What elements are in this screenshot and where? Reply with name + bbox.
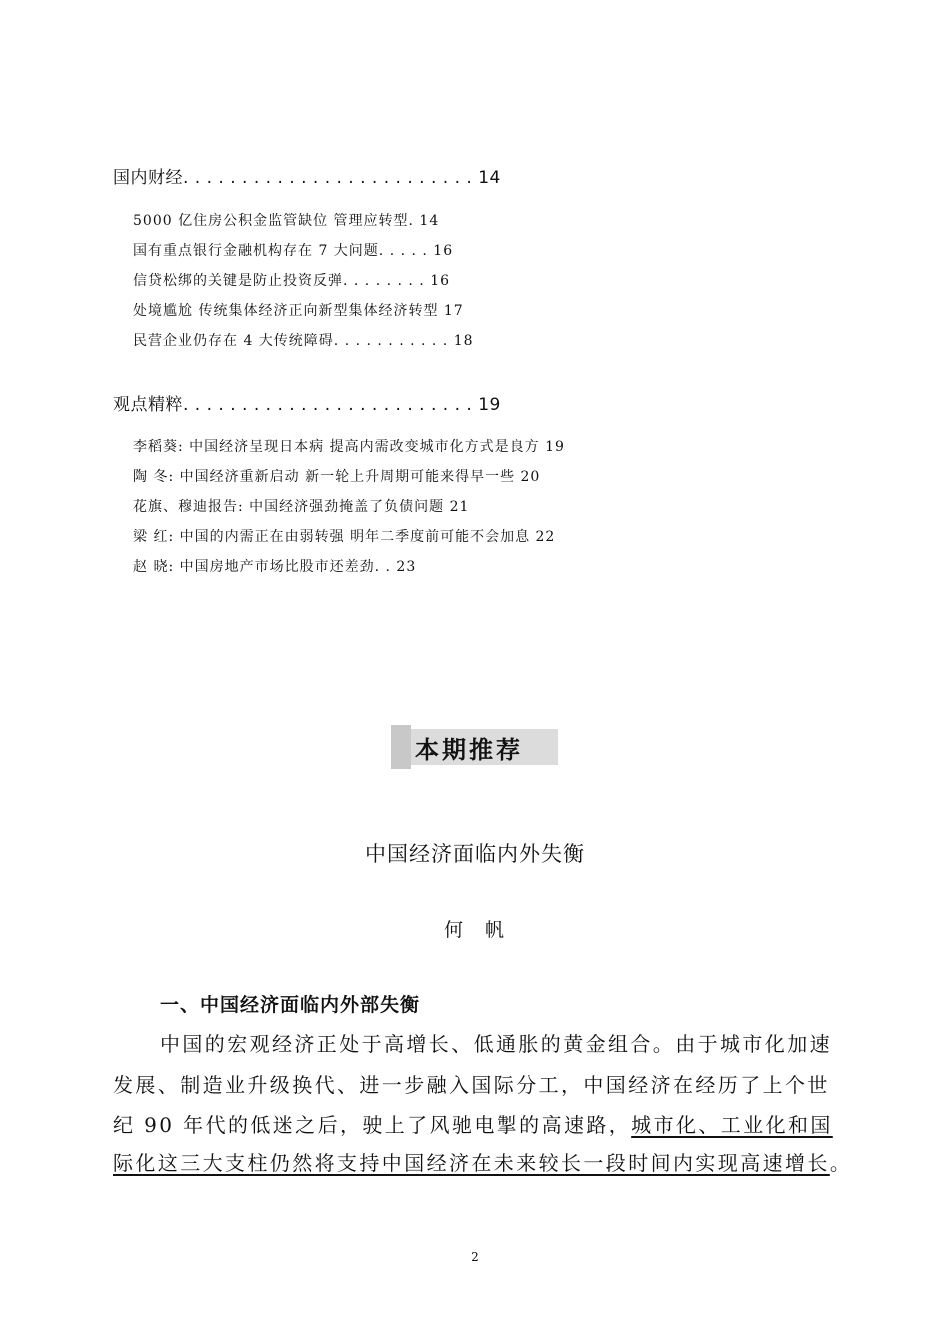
toc-section-opinions[interactable]: 观点精粹. . . . . . . . . . . . . . . . . . . . . . . . . 19 [113, 395, 501, 415]
article-title: 中国经济面临内外失衡 [365, 842, 585, 866]
paragraph-line [113, 1147, 852, 1176]
underlined-text: 际化这三大支柱仍然将支持中国经济在未来较长一段时间内实现高速增长 [113, 1151, 830, 1175]
featured-banner [391, 725, 558, 769]
paragraph-line: 中国的宏观经济正处于高增长、低通胀的黄金组合。由于城市化加速 [160, 1032, 832, 1056]
banner-label: 本期推荐 [415, 735, 523, 764]
toc-item[interactable]: 花旗、穆迪报告: 中国经济强劲掩盖了负债问题 21 [133, 499, 470, 515]
toc-item[interactable]: 陶 冬: 中国经济重新启动 新一轮上升周期可能来得早一些 20 [133, 469, 541, 485]
toc-section-domestic-finance[interactable]: 国内财经. . . . . . . . . . . . . . . . . . . . . . . . . 14 [113, 168, 501, 188]
banner-shade [391, 725, 411, 769]
toc-item[interactable]: 赵 晓: 中国房地产市场比股市还差劲. . 23 [133, 559, 417, 575]
section-heading: 一、中国经济面临内外部失衡 [160, 994, 421, 1016]
paragraph-line: 发展、制造业升级换代、进一步融入国际分工，中国经济在经历了上个世 [113, 1073, 830, 1097]
article-author: 何帆 [443, 919, 526, 941]
toc-item[interactable]: 国有重点银行金融机构存在 7 大问题. . . . . 16 [133, 243, 454, 259]
page-number: 2 [471, 1250, 479, 1264]
toc-item[interactable]: 梁 红: 中国的内需正在由弱转强 明年二季度前可能不会加息 22 [133, 529, 556, 545]
toc-item[interactable]: 处境尴尬 传统集体经济正向新型集体经济转型 17 [133, 303, 464, 319]
paragraph-text: 纪 90 年代的低迷之后，驶上了风驰电掣的高速路， [113, 1113, 632, 1137]
paragraph-line [113, 1109, 833, 1138]
toc-item[interactable]: 信贷松绑的关键是防止投资反弹. . . . . . . . 16 [133, 273, 451, 289]
underlined-text: 城市化、工业化和国 [631, 1113, 833, 1137]
toc-item[interactable]: 民营企业仍存在 4 大传统障碍. . . . . . . . . . . 18 [133, 333, 474, 349]
paragraph-text: 。 [829, 1151, 853, 1175]
toc-item[interactable]: 5000 亿住房公积金监管缺位 管理应转型. 14 [133, 213, 440, 229]
toc-item[interactable]: 李稻葵: 中国经济呈现日本病 提高内需改变城市化方式是良方 19 [133, 439, 565, 455]
